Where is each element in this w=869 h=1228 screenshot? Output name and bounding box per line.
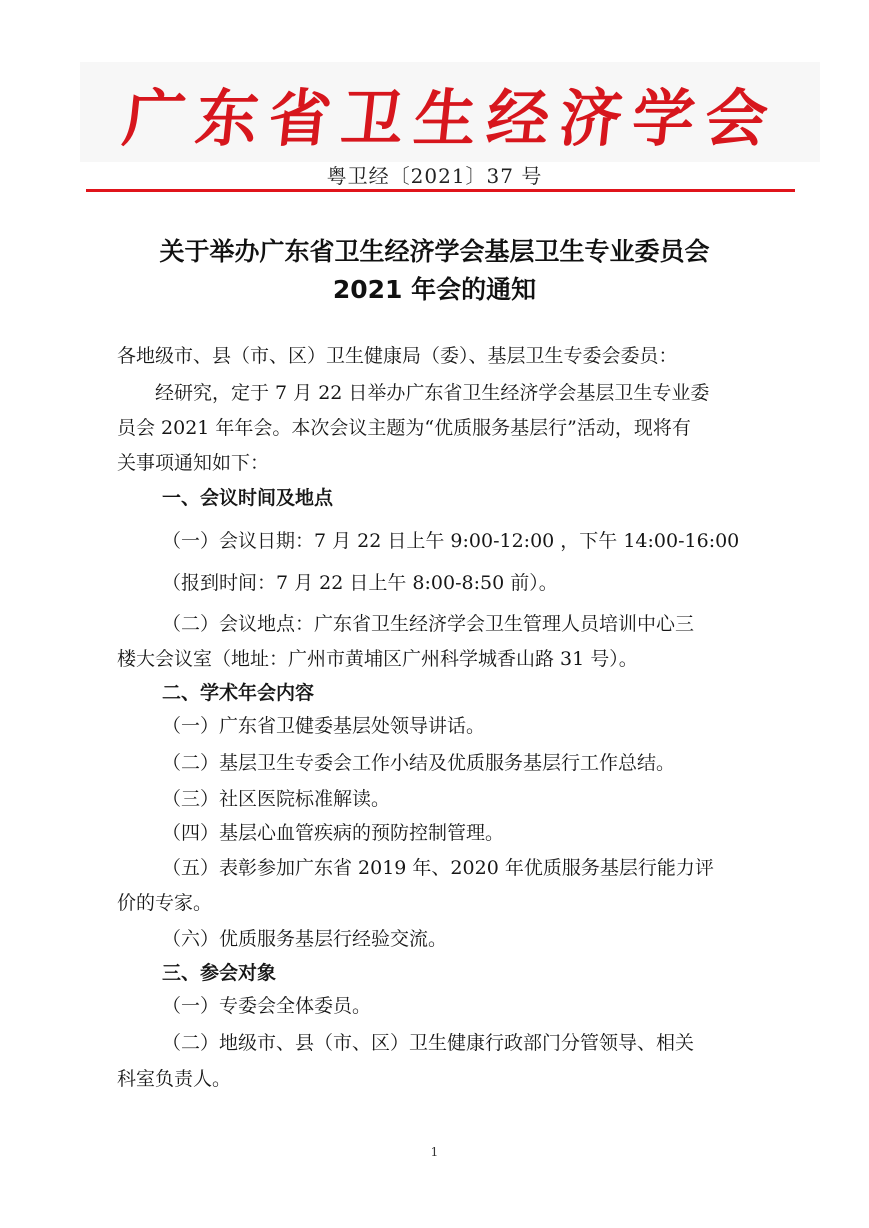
intro-line: 关事项通知如下：	[117, 452, 270, 474]
notice-title-line-1: 关于举办广东省卫生经济学会基层卫生专业委员会	[159, 237, 710, 266]
section-heading-2: 二、学术年会内容	[162, 682, 315, 704]
section-heading-1: 一、会议时间及地点	[162, 487, 334, 509]
section3-item: （一）专委会全体委员。	[162, 995, 372, 1017]
masthead-char: 会	[701, 81, 772, 155]
section2-item: （四）基层心血管疾病的预防控制管理。	[162, 822, 505, 844]
section2-item: （二）基层卫生专委会工作小结及优质服务基层行工作总结。	[162, 752, 676, 774]
document-number: 粤卫经〔2021〕37 号	[326, 164, 543, 188]
masthead-char: 学	[628, 81, 699, 155]
section2-item: （六）优质服务基层行经验交流。	[162, 928, 448, 950]
intro-line: 员会 2021 年年会。本次会议主题为“优质服务基层行”活动，现将有	[117, 417, 691, 439]
notice-title-line-2: 2021 年会的通知	[332, 275, 537, 304]
masthead-char: 卫	[337, 81, 408, 155]
section1-item: （一）会议日期：7 月 22 日上午 9:00-12:00 ，下午 14:00-16:00	[162, 530, 740, 552]
section2-item: （一）广东省卫健委基层处领导讲话。	[162, 715, 486, 737]
page-number: 1	[430, 1145, 439, 1159]
section1-item: （二）会议地点：广东省卫生经济学会卫生管理人员培训中心三	[162, 613, 695, 635]
section2-item: （五）表彰参加广东省 2019 年、2020 年优质服务基层行能力评	[162, 857, 714, 879]
masthead-char: 广	[119, 81, 190, 155]
intro-line: 经研究，定于 7 月 22 日举办广东省卫生经济学会基层卫生专业委	[155, 382, 710, 404]
masthead-title	[76, 74, 824, 155]
salutation: 各地级市、县（市、区）卫生健康局（委）、基层卫生专委会委员：	[117, 345, 678, 367]
section-heading-3: 三、参会对象	[162, 962, 277, 984]
section2-item: （三）社区医院标准解读。	[162, 788, 391, 810]
masthead	[80, 62, 820, 162]
section2-item: 价的专家。	[117, 892, 213, 914]
masthead-char: 省	[265, 81, 335, 155]
red-divider	[86, 189, 795, 192]
masthead-char: 东	[192, 81, 263, 155]
section1-item: 楼大会议室（地址：广州市黄埔区广州科学城香山路 31 号）。	[117, 648, 638, 670]
section3-item: 科室负责人。	[117, 1068, 232, 1090]
masthead-char: 经	[483, 81, 553, 155]
section1-item: （报到时间：7 月 22 日上午 8:00-8:50 前）。	[162, 572, 558, 594]
section3-item: （二）地级市、县（市、区）卫生健康行政部门分管领导、相关	[162, 1032, 695, 1054]
masthead-char: 生	[410, 81, 481, 155]
masthead-char: 济	[556, 81, 626, 155]
